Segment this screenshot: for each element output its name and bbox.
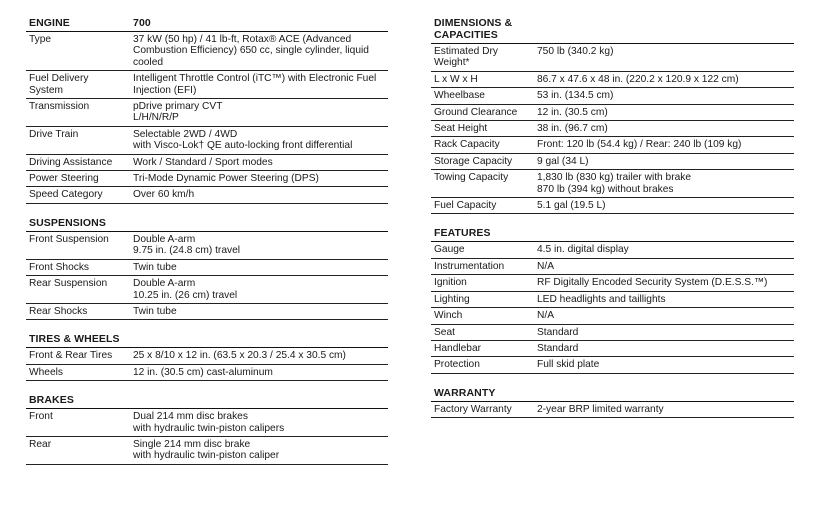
spec-row [431,357,794,373]
spec-label [29,101,133,124]
spec-value [133,350,388,361]
spec-value [133,34,388,68]
spec-label [29,234,133,257]
spec-value [133,439,388,462]
spec-label-line: Ignition [434,277,467,289]
spec-value-line: Dual 214 mm disc brakes [133,411,248,423]
right-spec-column [431,14,794,428]
spec-label-line: Estimated Dry [434,46,498,57]
left-spec-column [26,14,388,475]
spec-label [29,306,133,317]
spec-value-line: N/A [537,310,554,322]
spec-label-line: Rack Capacity [434,139,500,151]
spec-label-line: Driving Assistance [29,156,113,168]
spec-value-line: Standard [537,326,579,338]
spec-value [133,73,388,96]
spec-value [537,107,794,118]
section-header [26,14,388,32]
section-title: BRAKES [29,394,74,407]
spec-value-line: 750 lb (340.2 kg) [537,46,614,57]
spec-value-line: Twin tube [133,261,177,273]
spec-row [431,88,794,104]
spec-label-line: Towing Capacity [434,172,509,184]
spec-row [431,44,794,72]
spec-label-line: Fuel Delivery [29,73,89,85]
section-title: ENGINE [29,17,70,29]
spec-row [431,292,794,308]
section-header [431,224,794,242]
spec-value-line: Twin tube [133,305,177,317]
spec-label [434,200,537,211]
spec-label [434,172,537,195]
spec-row [26,32,388,71]
spec-value-line: 12 in. (30.5 cm) cast-aluminum [133,366,273,378]
spec-value [537,359,794,370]
spec-value [133,129,388,152]
spec-label-line: Handlebar [434,342,482,354]
spec-row [431,121,794,137]
spec-value-line: N/A [537,260,554,272]
spec-label [434,294,537,305]
spec-value [133,189,388,200]
spec-label [29,350,133,361]
section-warranty [431,384,794,418]
spec-value-line: 870 lb (394 kg) without brakes [537,183,674,195]
spec-value-line: pDrive primary CVT [133,101,223,113]
section-engine [26,14,388,204]
spec-label-line: Weight* [434,57,470,69]
spec-label [29,367,133,378]
spec-label-line: System [29,84,63,96]
spec-value [537,200,794,211]
spec-row [431,154,794,170]
spec-value-line: 5.1 gal (19.5 L) [537,200,606,212]
spec-value-line: 9 gal (34 L) [537,155,589,167]
spec-label [434,107,537,118]
spec-value-line: Intelligent Throttle Control (iTC™) with Electronic Fuel [133,73,377,85]
spec-label-line: Winch [434,310,463,322]
spec-label-line: Factory Warranty [434,403,512,415]
section-header [431,384,794,402]
section-suspensions [26,214,388,320]
spec-value-line: with Visco-Lok† QE auto-locking front differential [133,140,353,152]
spec-value-line: 1,830 lb (830 kg) trailer with brake [537,172,692,184]
spec-value [537,294,794,305]
spec-value [537,156,794,167]
spec-label [434,139,537,150]
spec-label-line: L x W x H [434,73,478,85]
spec-value [537,123,794,134]
spec-row [26,171,388,187]
spec-label-line: Seat [434,326,455,338]
section-title: DIMENSIONS & CAPACITIES [434,17,513,41]
spec-value-line: Double A-arm [133,278,196,290]
spec-row [431,341,794,357]
spec-row [431,137,794,153]
spec-row [26,365,388,381]
section-header [26,391,388,409]
spec-label [434,277,537,288]
spec-value-line: 86.7 x 47.6 x 48 in. (220.2 x 120.9 x 122 cm) [537,73,739,85]
spec-label [434,123,537,134]
spec-row [26,99,388,127]
spec-label-line: Speed Category [29,189,103,201]
spec-value-line: L/H/N/R/P [133,112,179,124]
spec-label-line: Lighting [434,293,470,305]
spec-label [29,411,133,434]
spec-value-line: cooled [133,56,164,68]
spec-row [26,304,388,320]
spec-label-line: Rear Shocks [29,305,88,317]
spec-row [26,232,388,260]
spec-value-line: 4.5 in. digital display [537,244,629,256]
spec-row [26,437,388,465]
spec-value [537,74,794,85]
spec-label [434,46,537,69]
spec-row [26,127,388,155]
spec-value [133,306,388,317]
spec-value [133,234,388,257]
spec-row [431,105,794,121]
spec-value [133,157,388,168]
spec-label [434,310,537,321]
spec-label [29,129,133,152]
spec-value [537,343,794,354]
spec-label [29,262,133,273]
spec-label [434,261,537,272]
spec-value-line: 53 in. (134.5 cm) [537,90,614,102]
spec-row [26,260,388,276]
spec-label [29,34,133,68]
spec-value-line: LED headlights and taillights [537,293,666,305]
spec-value-line: Combustion Efficiency) 650 cc, single cylinder, liquid [133,45,369,57]
spec-value-line: 12 in. (30.5 cm) [537,106,608,118]
spec-label-line: Transmission [29,101,90,113]
spec-label [29,157,133,168]
spec-label-line: Rear Suspension [29,278,108,290]
spec-value [133,367,388,378]
spec-row [26,409,388,437]
spec-row [26,187,388,203]
spec-label-line: Front [29,411,53,423]
section-brakes [26,391,388,465]
spec-value [133,411,388,434]
spec-row [431,198,794,214]
section-title: FEATURES [434,227,491,240]
spec-label [29,189,133,200]
section-header [26,214,388,232]
spec-value-line: Front: 120 lb (54.4 kg) / Rear: 240 lb (109 kg) [537,139,742,151]
spec-value-line: Full skid plate [537,359,600,371]
section-tires-wheels [26,330,388,381]
spec-value-line: 25 x 8/10 x 12 in. (63.5 x 20.3 / 25.4 x 30.5 cm) [133,350,346,362]
spec-label-line: Drive Train [29,128,79,140]
spec-value-line: with hydraulic twin-piston caliper [133,450,280,462]
spec-label-line: Rear [29,438,52,450]
spec-value-line: Tri-Mode Dynamic Power Steering (DPS) [133,173,319,185]
spec-label-line: Power Steering [29,173,99,185]
spec-value-line: Injection (EFI) [133,84,197,96]
spec-label-line: Seat Height [434,123,488,135]
section-header [431,14,794,44]
spec-value [537,46,794,69]
section-title: TIRES & WHEELS [29,333,120,346]
spec-value-line: 10.25 in. (26 cm) travel [133,289,238,301]
spec-label-line: Instrumentation [434,260,505,272]
spec-label-line: Front Suspension [29,233,109,245]
spec-row [26,276,388,304]
spec-label-line: Storage Capacity [434,155,513,167]
spec-value-line: 9.75 in. (24.8 cm) travel [133,245,241,257]
spec-value-line: Over 60 km/h [133,189,195,201]
spec-row [431,170,794,198]
spec-row [431,259,794,275]
spec-label [434,359,537,370]
spec-value [537,404,794,415]
spec-value-line: Standard [537,342,579,354]
spec-label [434,74,537,85]
spec-label-line: Fuel Capacity [434,200,497,212]
section-dimensions-capacities [431,14,794,214]
spec-value [537,277,794,288]
spec-label-line: Ground Clearance [434,106,518,118]
spec-row [26,71,388,99]
spec-value-line: 2-year BRP limited warranty [537,403,664,415]
spec-value [133,173,388,184]
spec-row [26,155,388,171]
spec-row [431,308,794,324]
spec-label-line: Type [29,34,52,45]
spec-value [133,278,388,301]
spec-value-line: Work / Standard / Sport modes [133,156,273,168]
spec-label [434,156,537,167]
spec-value [133,262,388,273]
spec-value-line: RF Digitally Encoded Security System (D.E.S.S.™) [537,277,768,289]
spec-value [537,139,794,150]
spec-value [537,261,794,272]
spec-label-line: Wheelbase [434,90,485,102]
spec-label [29,73,133,96]
spec-label [434,404,537,415]
section-features [431,224,794,373]
spec-label [434,244,537,255]
spec-value [133,101,388,124]
spec-label [29,173,133,184]
spec-row [26,348,388,364]
spec-row [431,402,794,418]
spec-label-line: Wheels [29,366,63,378]
spec-value [537,327,794,338]
spec-label-line: Front & Rear Tires [29,350,113,362]
spec-label-line: Protection [434,359,480,371]
section-title: WARRANTY [434,386,496,399]
spec-row [431,325,794,341]
spec-label [434,343,537,354]
spec-value-line: Selectable 2WD / 4WD [133,128,238,140]
section-header [26,330,388,348]
spec-label [29,278,133,301]
spec-label-line: Gauge [434,244,465,256]
section-title: SUSPENSIONS [29,216,106,229]
spec-value-line: 38 in. (96.7 cm) [537,123,608,135]
section-header-value: 700 [133,17,151,29]
spec-value-line: Single 214 mm disc brake [133,438,251,450]
spec-row [431,242,794,258]
spec-label [29,439,133,462]
spec-row [431,72,794,88]
spec-value-line: with hydraulic twin-piston calipers [133,422,285,434]
spec-value [537,172,794,195]
spec-value [537,310,794,321]
spec-value-line: 37 kW (50 hp) / 41 lb-ft, Rotax® ACE (Advanced [133,34,352,45]
spec-label [434,90,537,101]
spec-value-line: Double A-arm [133,233,196,245]
spec-label-line: Front Shocks [29,261,90,273]
spec-value [537,244,794,255]
spec-value [537,90,794,101]
spec-label [434,327,537,338]
spec-row [431,275,794,291]
